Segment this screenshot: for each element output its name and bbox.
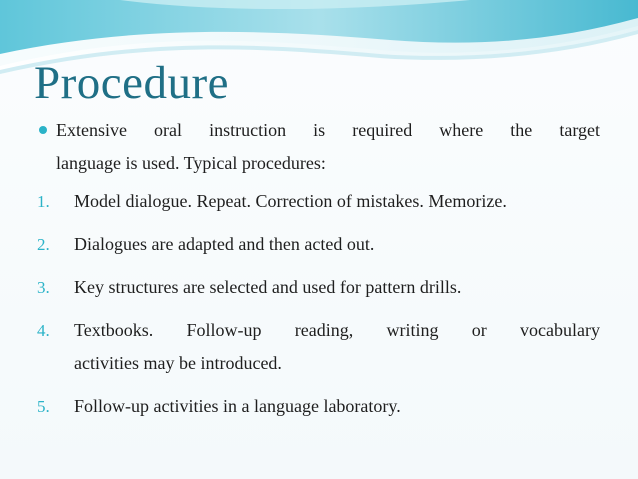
list-item (37, 271, 600, 304)
list-item-text: Key structures are selected and used for pattern drills. (74, 277, 462, 297)
list-item-text: Dialogues are adapted and then acted out. (74, 234, 375, 254)
list-item-number: 4. (37, 321, 50, 340)
list-item-text: Model dialogue. Repeat. Correction of mistakes. Memorize. (74, 191, 507, 211)
bullet-dot-icon (39, 126, 47, 134)
list-item (37, 390, 600, 423)
intro-paragraph (37, 114, 600, 180)
list-item-number: 2. (37, 235, 50, 254)
list-item-number: 3. (37, 278, 50, 297)
list-item (37, 314, 600, 380)
slide-title: Procedure (34, 57, 230, 109)
list-item (37, 228, 600, 261)
list-item-text-continued: activities may be introduced. (74, 353, 282, 373)
list-item-text: Follow-up activities in a language laboratory. (74, 396, 401, 416)
list-item-number: 1. (37, 192, 50, 211)
list-item-number: 5. (37, 397, 50, 416)
list-item (37, 185, 600, 218)
intro-line-2: language is used. Typical procedures: (56, 153, 326, 173)
procedure-list (37, 185, 600, 433)
list-item-text: Textbooks. Follow-up reading, writing or vocabulary (74, 320, 600, 340)
intro-line-1: Extensive oral instruction is required where the target (56, 120, 600, 140)
